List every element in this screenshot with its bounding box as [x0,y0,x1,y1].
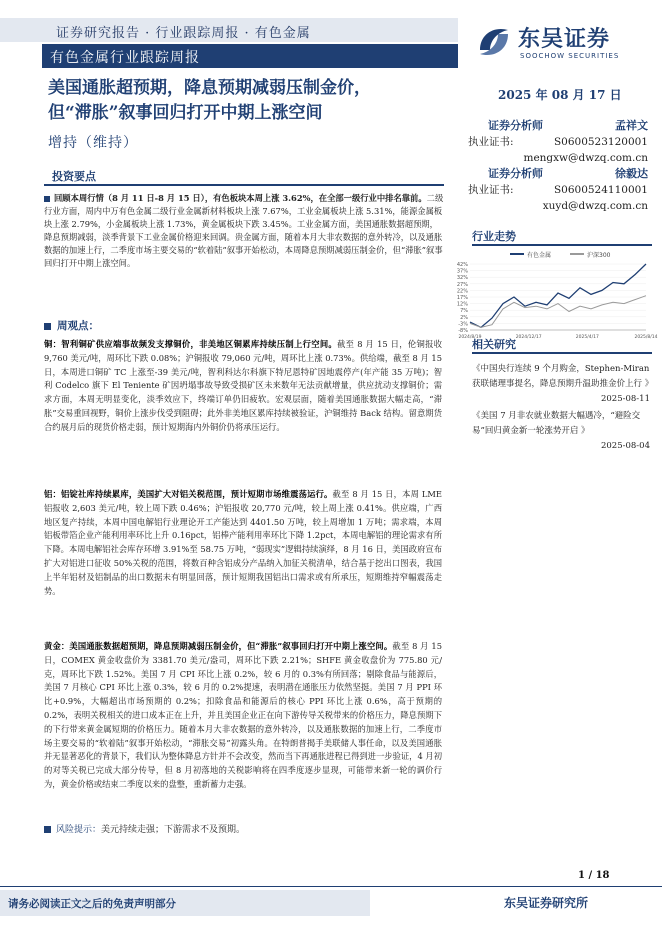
summary-body [44,192,444,270]
summary-text: 二级行业方面，周内中万有色金属二级行业金属新材料板块上涨 7.67%，工业金属板块上涨 5.31%，能源金属板块上涨 2.79%，小金属板块上涨 1.73%，黄金属板块下跌 3.45%。工业金属方面，美国通胀数据超预期，降息预期减弱，淡季背景下工业金属价格迎来回调。贵金属方面，随着本月大非农数据的意外转冷，以及通胀数据的加速上行，二季度市场主要交易的“软着陆”叙事开始松动，本周降息预期减弱压制金价，但“滞胀”叙事回归打开中期上涨空间。 [44,193,444,268]
headline-line-2: 但“滞胀”叙事回归打开中期上涨空间 [48,103,323,123]
risk-warning [44,822,245,835]
trend-chart-svg [450,246,658,346]
cert-label: 执业证书: [468,184,514,196]
copper-body: 截至 8 月 15 日，伦铜报收 9,760 美元/吨，周环比下跌 0.08%；沪铜报收 79,060 元/吨，周环比上涨 0.73%。供给端，截至 8 月 15 日，本周进口铜矿 TC 上涨至-39 美元/吨，智利科达尔科旗下特尼恩特矿因地震停产(年产能 35 万吨)；智利 Codelco 旗下 El Teniente 矿因坍塌事故导致受损矿区未来数年无法贡献增量，供应扰动支撑铜价；需求方面，本周无明显变化，淡季效应下，终端订单仍旧疲软。宏观层面，随着美国通胀数据大幅走高，“滞胀”交易重回视野，铜价上涨步伐受到阻碍；此外非美地区累库持续被验证，沪铜维持 Back 结构。留意期货合约展月后的现货价格走弱，预计短期海内外铜价仍将承压运行。 [44,339,442,432]
related-item-text: 《美国 7 月非农就业数据大幅遇冷，“避险交易”回归黄金新一轮涨势开启 》 [472,411,641,436]
analyst-role: 证券分析师 [488,119,543,132]
y-tick-label: 17% [456,295,468,301]
legend-label-b: 沪深300 [587,252,611,259]
y-tick-label: 2% [460,314,468,321]
y-tick-label: 7% [460,308,468,315]
cert-number: S0600524110001 [553,184,648,196]
gold-title: 黄金：美国通胀数据超预期，降息预期减弱压制金价，但“滞胀”叙事回归打开中期上涨空间。 [44,641,393,651]
related-item-date: 2025-08-11 [600,394,650,404]
y-tick-label: 37% [456,268,468,275]
report-type: 证券研究报告 · 行业跟踪周报 · 有色金属 [56,26,311,41]
summary-rule [44,184,444,186]
series-title: 有色金属行业跟踪周报 [50,50,200,66]
related-title: 相关研究 [472,338,516,351]
y-tick-label: -3% [458,321,468,328]
disclaimer-band [0,890,370,916]
chart-title: 行业走势 [472,230,516,243]
analyst-name: 孟祥文 [615,119,648,132]
aluminum-title: 铝：铝锭社库持续累库，美国扩大对铝关税范围，预计短期市场维震荡运行。 [44,489,333,499]
copper-title: 铜：智利铜矿供应端事故频发支撑铜价，非美地区铜累库持续压制上行空间。 [44,339,338,349]
report-type-band [0,18,458,42]
bullet-icon [44,196,50,202]
footer-rule [0,886,662,887]
page-number: 1 / 18 [578,870,610,881]
summary-lead: 回顾本周行情（8 月 11 日-8 月 15 日），有色板块本周上涨 3.62%，在全部一级行业中排名靠前。 [54,193,427,203]
y-tick-label: 22% [456,288,468,295]
summary-title: 投资要点 [52,170,96,183]
analyst-1 [468,118,648,166]
y-tick-label: 42% [456,262,468,268]
aluminum-body: 截至 8 月 15 日，本周 LME 铝报收 2,603 美元/吨，较上周下跌 0.46%；沪铝报收 20,770 元/吨，较上周上涨 0.41%。供应端，广西地区复产持续，本周中国电解铝行业理论开工产能达到 4401.50 万吨，较上周增加 1 万吨；需求端，本周铝板带箔企业产能利用率环比上升 0.16pct，铝棒产能利用率环比下降 1.2pct，本周电解铝的理论需求有所下降。本周电解铝社会库存环增 3.91%至 58.75 万吨，“弱现实”逻辑持续演绎，8 月 16 日，美国政府宣布扩大对铝进口征收 50%关税的范围，将数百种含铝成分产品纳入加征关税清单，结合基于挖出口图表，我国上半年铝材及铝制品的出口数据未有明显回落，预计短期我国铝出口需求或有所承压，短期维持窄幅震荡走势。 [44,489,442,596]
square-bullet-icon [44,323,51,330]
gold-body: 截至 8 月 15 日，COMEX 黄金收盘价为 3381.70 美元/盎司，周环比下跌 2.21%；SHFE 黄金收盘价为 775.80 元/克，周环比下跌 1.52%。美国 7 月 CPI 环比上涨 0.2%，较 6 月的 0.3%有所回落；剔除食品与能源后，美国 7 月核心 CPI 环比上涨 0.3%，较 6 月的 0.2%提速，表明潜在通胀压力依然坚挺。美国 7 月 PPI 环比+0.9%，大幅超出市场预期的 0.2%；扣除食品和能源后的核心 PPI 环比上涨 0.6%，高于预期的 0.2%，表明关税相关的进口成本正在上升，并且美国企业正在向下游传导关税带来的价格压力，降息预期下的下行带来黄金属短期的价格压力。随着本月大非农数据的意外转冷，以及通胀数据的加速上行，二季度市场主要交易的“软着陆”叙事开始松动，“滞胀交易”初露头角。在特朗普揭手美联储人事任命，以及美国通胀并无显著恶化的背景下，我们认为整体降息方针并不会改变，然而当下再通胀进程已得到进一步验证，4 月初的对等关税已完成大部分传导，但 8 月初落地的关税影响将在四季度逐步显现，可能带来新一轮的调价行为，黄金价格或结束二季度以来的盘整，重新蓄力走强。 [44,641,442,789]
related-item-date: 2025-08-04 [600,441,650,451]
views-title [44,318,99,333]
related-rule [472,352,652,354]
x-tick-label: 2025/8/14 [634,335,658,340]
square-bullet-icon [44,826,51,833]
industry-trend-chart [450,246,658,346]
analyst-email[interactable]: xuyd@dwzq.com.cn [542,200,648,212]
related-item[interactable] [472,409,650,454]
legend-label-a: 有色金属 [527,252,552,259]
related-item-text: 《中国央行连续 9 个月购金，Stephen-Miran 获联储理事提名，降息预期升温助推金价上行 》 [472,364,654,389]
x-tick-label: 2024/12/17 [515,335,542,340]
report-date: 2025 年 08 月 17 日 [498,88,622,102]
copper-paragraph [44,338,442,435]
cert-number: S0600523120001 [553,136,648,148]
footer-org: 东吴证券研究所 [504,896,589,910]
gold-paragraph [44,640,442,792]
y-tick-label: 32% [456,275,468,282]
x-tick-label: 2025/4/17 [575,335,599,340]
cert-label: 执业证书: [468,136,514,148]
logo-en: SOOCHOW SECURITIES [520,52,620,60]
logo-mark-icon [474,20,514,64]
risk-text: 美元持续走强；下游需求不及预期。 [101,825,246,835]
views-title-text: 周观点： [57,320,99,332]
related-item[interactable] [472,362,654,407]
logo-cn: 东吴证券 [518,27,611,52]
y-tick-label: 12% [456,301,468,308]
rating: 增持（维持） [48,135,138,151]
analyst-email[interactable]: mengxw@dwzq.com.cn [523,152,648,164]
risk-label: 风险提示： [56,825,102,835]
related-list [472,362,654,456]
analyst-2 [468,166,648,214]
headline [48,76,478,126]
x-tick-label: 2024/8/19 [458,335,482,340]
analyst-name: 徐毅达 [615,167,648,180]
headline-line-1: 美国通胀超预期，降息预期减弱压制金价， [48,78,371,98]
y-tick-label: -8% [458,328,468,334]
analyst-role: 证券分析师 [488,167,543,180]
aluminum-paragraph [44,488,442,598]
series-band [42,44,458,68]
y-tick-label: 27% [456,281,468,288]
company-logo [474,20,634,68]
disclaimer-text: 请务必阅读正文之后的免责声明部分 [8,898,176,910]
